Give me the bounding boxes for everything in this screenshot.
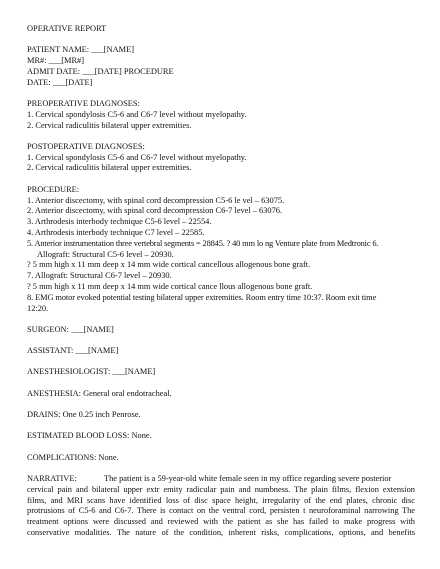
spacer bbox=[27, 357, 415, 368]
postop-item: 1. Cervical spondylosis C5-6 and C6-7 level without myelopathy. bbox=[27, 152, 247, 162]
narrative-first-row bbox=[27, 474, 415, 485]
spacer bbox=[27, 336, 415, 347]
procedure-line: ? 5 mm high x 11 mm deep x 14 mm wide cortical cancellous allogenous bone graft. bbox=[27, 260, 311, 270]
postop-diagnoses-section bbox=[27, 142, 415, 174]
spacer bbox=[27, 421, 415, 432]
spacer bbox=[27, 314, 415, 325]
spacer bbox=[27, 174, 415, 185]
procedure-line: ? 5 mm high x 11 mm deep x 14 mm wide cortical cance llous allogenous bone graft. bbox=[27, 281, 313, 291]
procedure-line: 4. Arthrodesis interbody technique C7 level – 22585. bbox=[27, 227, 205, 237]
narrative-section bbox=[27, 474, 415, 539]
procedure-line: 2. Anterior discectomy, with spinal cord decompression C6-7 level – 63076. bbox=[27, 206, 283, 216]
procedure-line: 3. Arthrodesis interbody technique C5-6 level – 22554. bbox=[27, 217, 212, 227]
procedure-line: 5. Anterior instrumentation three vertebral segments = 28845. ? 40 mm lo ng Venture plate from Medtronic 6. bbox=[27, 238, 379, 248]
operative-report bbox=[27, 24, 415, 539]
complications-line: COMPLICATIONS: None. bbox=[27, 452, 119, 462]
spacer bbox=[27, 378, 415, 389]
blood-loss-line: ESTIMATED BLOOD LOSS: None. bbox=[27, 431, 152, 441]
procedure-line: 12:20. bbox=[27, 303, 49, 313]
assistant-line: ASSISTANT: ___[NAME] bbox=[27, 346, 119, 356]
procedure-date-line: DATE: ___[DATE] bbox=[27, 77, 93, 87]
preop-heading: PREOPERATIVE DIAGNOSES: bbox=[27, 98, 140, 108]
patient-name-line: PATIENT NAME: ___[NAME] bbox=[27, 45, 135, 55]
narrative-line: The patient is a 59-year-old white female seen in my office regarding severe posterior bbox=[104, 473, 392, 483]
anesthesia-line: ANESTHESIA: General oral endotracheal. bbox=[27, 388, 172, 398]
postop-item: 2. Cervical radiculitis bilateral upper extremities. bbox=[27, 163, 192, 173]
patient-header bbox=[27, 45, 415, 88]
drains-line: DRAINS: One 0.25 inch Penrose. bbox=[27, 410, 141, 420]
narrative-line: protrusions of C5-6 and C6-7. There is contact on the ventral cord, persisten t neuroforaminal narrowing The bbox=[27, 506, 415, 516]
spacer bbox=[27, 88, 415, 99]
report-title: OPERATIVE REPORT bbox=[27, 24, 107, 33]
spacer bbox=[27, 131, 415, 142]
procedure-section bbox=[27, 185, 415, 315]
narrative-line: treatment options were discussed and reviewed with the patient as she has failed to make progress with bbox=[27, 517, 415, 527]
procedure-line: 7. Allograft: Structural C6-7 level – 20930. bbox=[27, 271, 172, 281]
mr-number-line: MR#: ___[MR#] bbox=[27, 56, 85, 66]
procedure-line: 1. Anterior discectomy, with spinal cord decompression C5-6 le vel – 63075. bbox=[27, 195, 285, 205]
procedure-line: 8. EMG motor evoked potential testing bilateral upper extremities. Room entry time 10:37. Room exit time bbox=[27, 292, 377, 302]
narrative-line: conservative modalities. The nature of the condition, inherent risks, complications, options, and benefits bbox=[27, 527, 415, 537]
preop-item: 2. Cervical radiculitis bilateral upper extremities. bbox=[27, 120, 192, 130]
preop-diagnoses-section bbox=[27, 99, 415, 131]
narrative-label: NARRATIVE: bbox=[27, 473, 77, 483]
procedure-heading: PROCEDURE: bbox=[27, 184, 80, 194]
spacer bbox=[27, 35, 415, 46]
narrative-line: films, and MRI scans have identified loss of disc space height, irregularity of the end plates, chronic disc bbox=[27, 495, 415, 505]
narrative-line: cervical pain and bilateral upper extr emity radicular pain and numbness. The plain films, flexion extension bbox=[27, 484, 415, 494]
preop-item: 1. Cervical spondylosis C5-6 and C6-7 level without myelopathy. bbox=[27, 109, 247, 119]
spacer bbox=[27, 400, 415, 411]
postop-heading: POSTOPERATIVE DIAGNOSES: bbox=[27, 141, 145, 151]
spacer bbox=[27, 463, 415, 474]
spacer bbox=[27, 442, 415, 453]
procedure-line: Allograft: Structural C5-6 level – 20930. bbox=[37, 249, 174, 259]
anesthesiologist-line: ANESTHESIOLOGIST: ___[NAME] bbox=[27, 367, 156, 377]
admit-date-line: ADMIT DATE: ___[DATE] PROCEDURE bbox=[27, 66, 174, 76]
surgeon-line: SURGEON: ___[NAME] bbox=[27, 324, 114, 334]
